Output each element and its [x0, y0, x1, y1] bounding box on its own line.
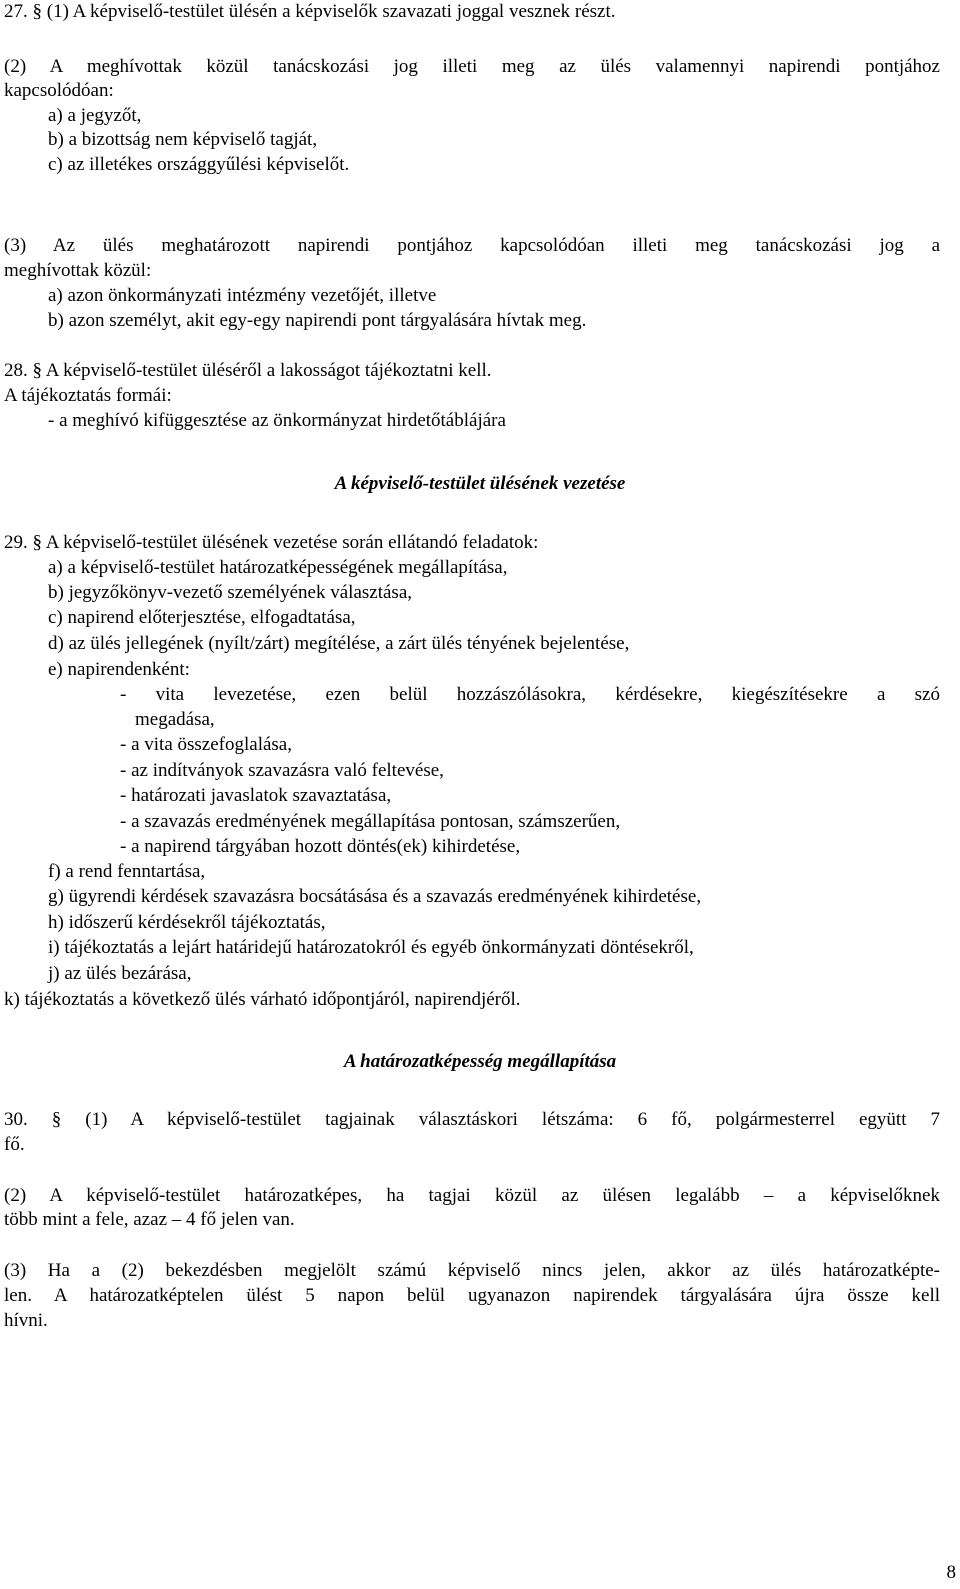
s29-e-sub1-line1: - vita levezetése, ezen belül hozzászólásokra, kérdésekre, kiegészítésekre a szó — [120, 684, 940, 705]
s30-p1-line2: fő. — [4, 1134, 25, 1155]
s30-p1-line1: 30. § (1) A képviselő-testület tagjainak választáskori létszáma: 6 fő, polgármesterrel együtt 7 — [4, 1109, 940, 1130]
s29-intro: 29. § A képviselő-testület ülésének vezetése során ellátandó feladatok: — [4, 532, 539, 553]
s30-p3-line3: hívni. — [4, 1310, 48, 1331]
s29-item-h: h) időszerű kérdésekről tájékoztatás, — [48, 912, 326, 933]
s27-p3-line2: meghívottak közül: — [4, 260, 152, 281]
s29-item-c: c) napirend előterjesztése, elfogadtatása, — [48, 607, 356, 628]
s27-p2-line1: (2) A meghívottak közül tanácskozási jog illeti meg az ülés valamennyi napirendi pontjához — [4, 56, 940, 77]
s27-p2-line2: kapcsolódóan: — [4, 80, 114, 101]
heading-ules-vezetese: A képviselő-testület ülésének vezetése — [334, 473, 626, 494]
s30-p3-line2: len. A határozatképtelen ülést 5 napon belül ugyanazon napirendek tárgyalására újra össze kell — [4, 1285, 940, 1306]
s27-p2-item-c: c) az illetékes országgyűlési képviselőt. — [48, 154, 350, 175]
s28-p3: - a meghívó kifüggesztése az önkormányzat hirdetőtáblájára — [48, 410, 506, 431]
s29-item-f: f) a rend fenntartása, — [48, 861, 206, 882]
s30-p2-line1: (2) A képviselő-testület határozatképes, ha tagjai közül az ülésen legalább – a képviselőknek — [4, 1185, 940, 1206]
page-number: 8 — [946, 1562, 956, 1583]
s29-e-sub2: - a vita összefoglalása, — [120, 734, 292, 755]
s29-e-sub6: - a napirend tárgyában hozott döntés(ek) kihirdetése, — [120, 836, 521, 857]
s29-item-k: k) tájékoztatás a következő ülés várható időpontjáról, napirendjéről. — [4, 989, 521, 1010]
s29-item-a: a) a képviselő-testület határozatképességének megállapítása, — [48, 557, 508, 578]
s27-p3-item-b: b) azon személyt, akit egy-egy napirendi pont tárgyalására hívtak meg. — [48, 310, 587, 331]
s29-item-g: g) ügyrendi kérdések szavazásra bocsátásása és a szavazás eredményének kihirdetése, — [48, 886, 702, 907]
s30-p3-line1: (3) Ha a (2) bekezdésben megjelölt számú képviselő nincs jelen, akkor az ülés határozatképte- — [4, 1260, 940, 1281]
s27-p1: 27. § (1) A képviselő-testület ülésén a képviselők szavazati joggal vesznek részt. — [4, 1, 616, 22]
s28-p2: A tájékoztatás formái: — [4, 385, 172, 406]
s27-p2-item-b: b) a bizottság nem képviselő tagját, — [48, 129, 318, 150]
s29-item-i: i) tájékoztatás a lejárt határidejű határozatokról és egyéb önkormányzati döntésekről, — [48, 937, 694, 958]
s29-item-j: j) az ülés bezárása, — [48, 963, 192, 984]
s27-p3-item-a: a) azon önkormányzati intézmény vezetőjét, illetve — [48, 285, 437, 306]
s29-e-sub5: - a szavazás eredményének megállapítása pontosan, számszerűen, — [120, 811, 621, 832]
s29-item-d: d) az ülés jellegének (nyílt/zárt) megítélése, a zárt ülés tényének bejelentése, — [48, 633, 630, 654]
s29-item-e: e) napirendenként: — [48, 659, 190, 680]
heading-hatarozatkepesseg: A határozatképesség megállapítása — [343, 1051, 617, 1072]
s29-item-b: b) jegyzőkönyv-vezető személyének választása, — [48, 582, 413, 603]
s27-p2-item-a: a) a jegyzőt, — [48, 105, 142, 126]
s30-p2-line2: több mint a fele, azaz – 4 fő jelen van. — [4, 1209, 295, 1230]
s28-p1: 28. § A képviselő-testület üléséről a lakosságot tájékoztatni kell. — [4, 360, 492, 381]
s29-e-sub3: - az indítványok szavazásra való feltevése, — [120, 760, 444, 781]
s29-e-sub1-line2: megadása, — [135, 709, 215, 730]
s29-e-sub4: - határozati javaslatok szavaztatása, — [120, 785, 392, 806]
s27-p3-line1: (3) Az ülés meghatározott napirendi pontjához kapcsolódóan illeti meg tanácskozási jog a — [4, 235, 940, 256]
